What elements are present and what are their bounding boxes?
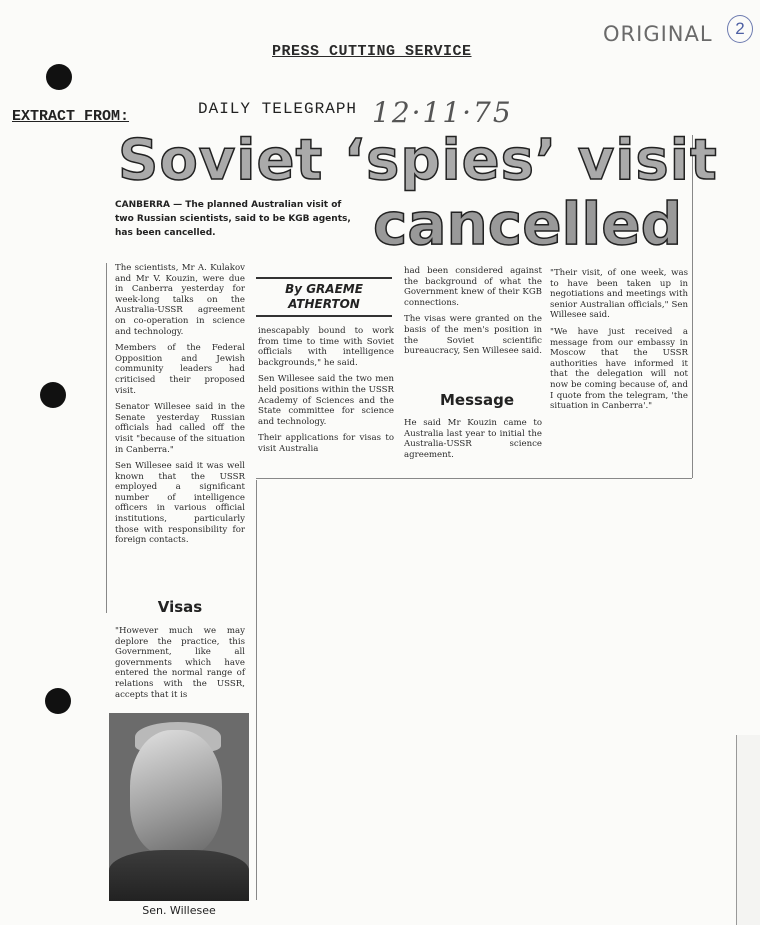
col1-paragraph: Sen Willesee said it was well known that the USSR employed a significant number of intelligence officers in various official institutions, particularly those with responsibility for foreign contacts. bbox=[115, 461, 245, 546]
col3-paragraph: The visas were granted on the basis of the men's position in the Soviet scientific bureaucracy, Sen Willesee said. bbox=[404, 314, 543, 357]
subhead-visas: Visas bbox=[157, 598, 203, 616]
photo-caption: Sen. Willesee bbox=[142, 904, 216, 917]
col2-paragraph: inescapably bound to work from time to time with Soviet officials with intelligence backgrounds," he said. bbox=[258, 326, 394, 368]
portrait-shoulders bbox=[109, 850, 249, 901]
cutting-edge-left bbox=[106, 263, 107, 613]
byline: By GRAEME ATHERTON bbox=[256, 277, 392, 317]
handwritten-date: 12·11·75 bbox=[372, 96, 513, 129]
adjacent-sheet-edge bbox=[736, 735, 760, 925]
press-cutting-service-title: PRESS CUTTING SERVICE bbox=[272, 43, 472, 60]
article-lead: CANBERRA — The planned Australian visit of two Russian scientists, said to be KGB agents, has been cancelled. bbox=[115, 200, 351, 238]
punch-hole-bottom bbox=[45, 688, 71, 714]
original-stamp: ORIGINAL bbox=[603, 22, 713, 46]
column-1 bbox=[115, 263, 245, 552]
col4-paragraph: "Their visit, of one week, was to have been taken up in negotiations and meetings with senior Australian officials," Sen Willesee said. bbox=[550, 268, 688, 321]
column-3 bbox=[404, 266, 542, 363]
col2-paragraph: Sen Willesee said the two men held positions within the USSR Academy of Sciences and the State committee for science and technology. bbox=[258, 374, 394, 427]
col1-paragraph: The scientists, Mr A. Kulakov and Mr V. Kouzin, were due in Canberra yesterday for week-long talks on the Australia-USSR agreement on co-operation in science and technology. bbox=[115, 263, 245, 337]
portrait-face bbox=[130, 730, 222, 856]
column-2 bbox=[258, 326, 394, 461]
extract-from-label: EXTRACT FROM: bbox=[12, 108, 130, 125]
stamp-number: 2 bbox=[727, 15, 753, 43]
punch-hole-top bbox=[46, 64, 72, 90]
subhead-message: Message bbox=[440, 391, 514, 409]
punch-hole-middle bbox=[40, 382, 66, 408]
col3b-paragraph: He said Mr Kouzin came to Australia last year to initial the Australia-USSR science agreement. bbox=[404, 418, 542, 460]
newspaper-name: DAILY TELEGRAPH bbox=[198, 100, 358, 118]
column-4 bbox=[550, 268, 688, 418]
col1b-paragraph: "However much we may deplore the practice, this Government, like all governments which have entered the normal range of relations with the USSR, accepts that it is bbox=[115, 626, 245, 700]
col3-paragraph: had been considered against the background of what the Government knew of their KGB connections. bbox=[404, 266, 542, 308]
column-1-continued bbox=[115, 626, 245, 706]
col4-paragraph: "We have just received a message from our embassy in Moscow that the USSR authorities have informed it that the delegation will not now be coming because of, and I quote from the telegram, 'the situation in Canberra'." bbox=[550, 326, 688, 412]
column-3-continued bbox=[404, 418, 542, 466]
headline-line-2: cancelled bbox=[373, 190, 683, 258]
headline-line-1: Soviet ‘spies’ visit bbox=[118, 128, 718, 193]
col1-paragraph: Senator Willesee said in the Senate yesterday Russian officials had called off the visit "because of the situation in Canberra." bbox=[115, 402, 245, 455]
col2-paragraph: Their applications for visas to visit Australia bbox=[258, 433, 394, 454]
cutting-edge-bottom bbox=[256, 478, 692, 479]
cutting-edge-inner bbox=[256, 480, 257, 900]
col1-paragraph: Members of the Federal Opposition and Jewish community leaders had criticised their proposed visit. bbox=[115, 343, 245, 396]
